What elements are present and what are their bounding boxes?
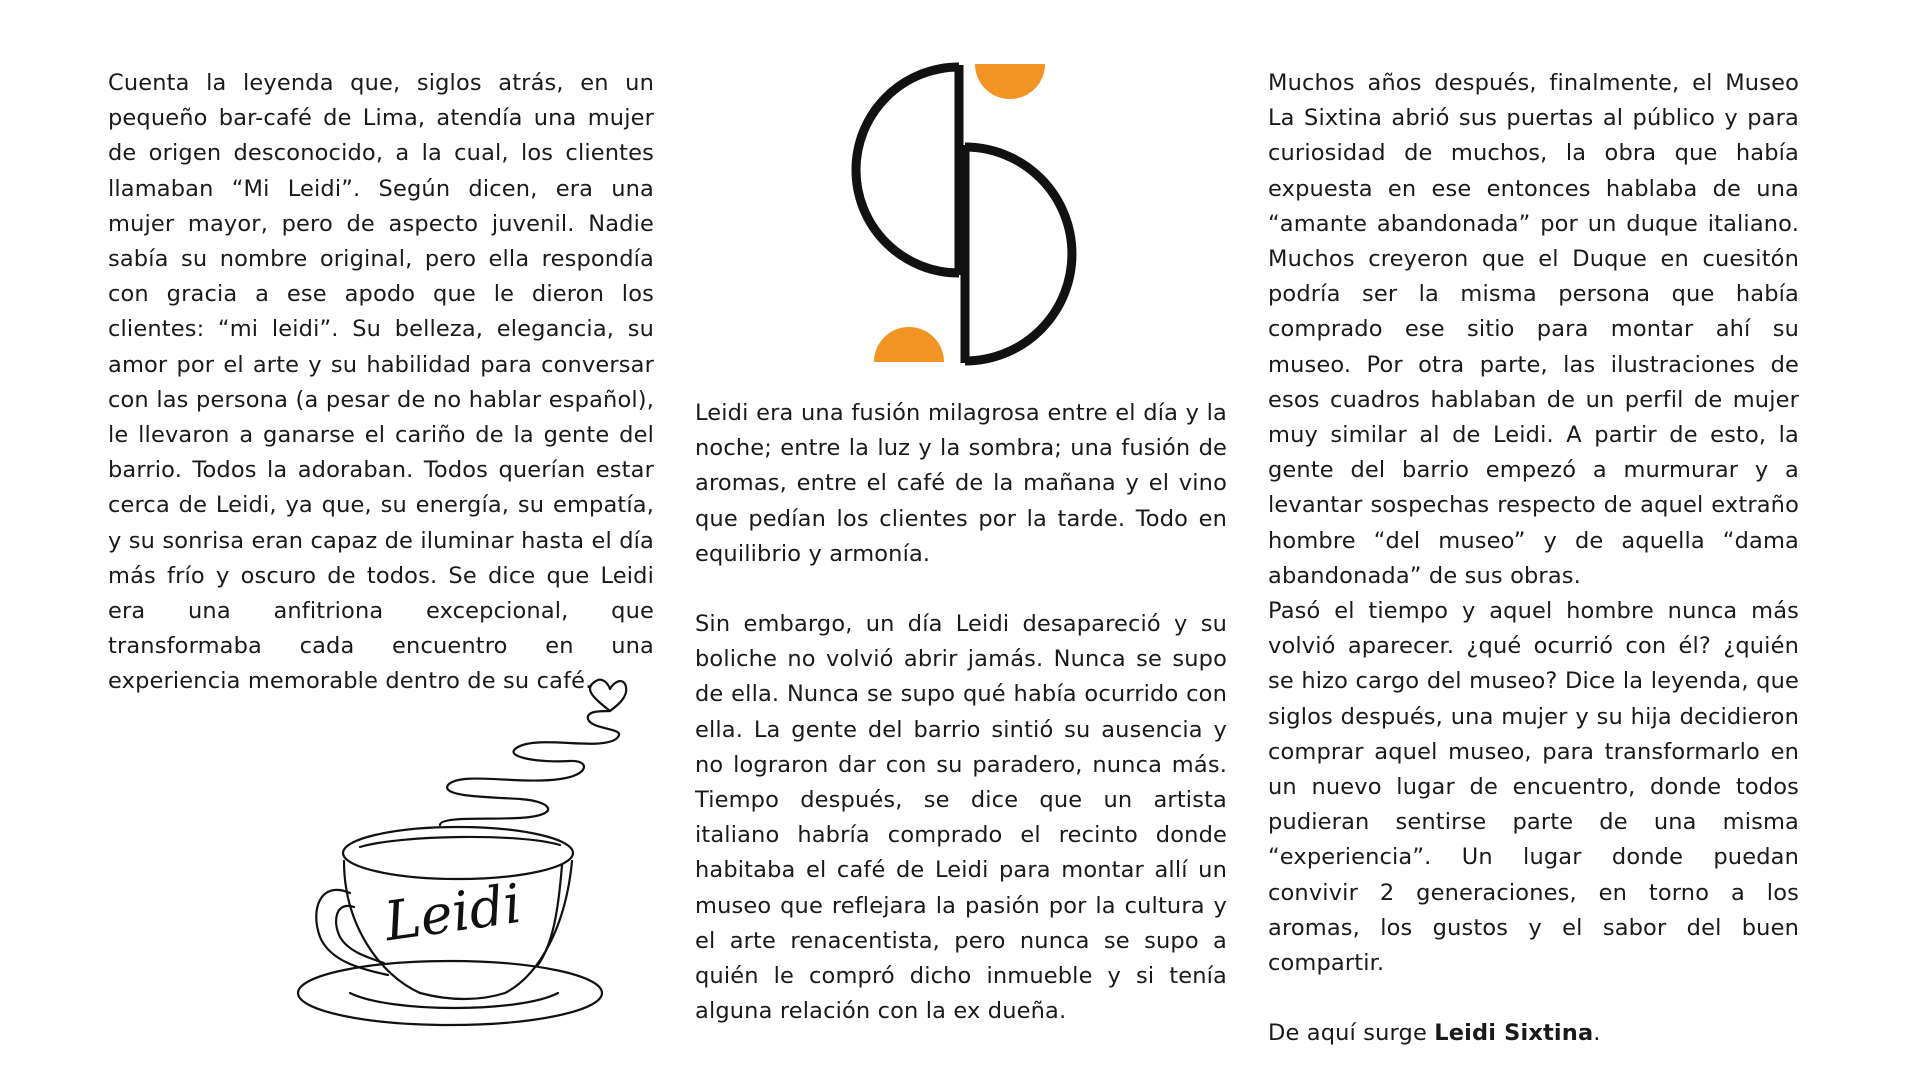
- logo-top-orange-semicircle: [975, 64, 1045, 99]
- cup-rim: [343, 827, 573, 879]
- closing-prefix: De aquí surge: [1268, 1020, 1435, 1047]
- logo-lower-half-circle: [965, 147, 1072, 361]
- cup-handle-inner: [336, 906, 384, 963]
- coffee-cup-heart-steam-icon: [290, 675, 640, 1035]
- steam-line: [440, 711, 619, 825]
- story-paragraph-intro: Cuenta la leyenda que, siglos atrás, en un pequeño bar-café de Lima, atendía una mujer de origen desconocido, a la cual, los clientes llamaban “Mi Leidi”. Según dicen, era una mujer mayor, pero de aspecto juvenil. Nadie sabía su nombre original, pero ella respondía con gracia a ese apodo que le dieron los clientes: “mi leidi”. Su belleza, elegancia, su amor por el arte y su habilidad para conversar con las persona (a pesar de no hablar español), le llevaron a ganarse el cariño de la gente del barrio. Todos la adoraban. Todos querían estar cerca de Leidi, ya que, su energía, su empatía, y su sonrisa eran capaz de iluminar hasta el día más frío y oscuro de todos. Se dice que Leidi era una anfitriona excepcional, que transformaba cada encuentro en una experiencia memorable dentro de su café.: [108, 70, 654, 695]
- logo-upper-half-circle: [856, 67, 959, 273]
- story-paragraph-fusion: Leidi era una fusión milagrosa entre el día y la noche; entre la luz y la sombra; una fusión de aromas, entre el café de la mañana y el vino que pedían los clientes por la tarde. Todo en equilibrio y armonía.: [695, 400, 1227, 567]
- saucer-inner: [350, 993, 558, 1008]
- story-paragraph-disappearance: Sin embargo, un día Leidi desapareció y su boliche no volvió abrir jamás. Nunca se supo de ella. Nunca se supo qué había ocurrido con ella. La gente del barrio sintió su ausencia y no lograron dar con su paradero, nunca más. Tiempo después, se dice que un artista italiano habría comprado el recinto donde habitaba el café de Leidi para montar allí un museo que reflejara la pasión por la cultura y el arte renacentista, pero nunca se supo a quién le compró dicho inmueble y si tenía alguna relación con la ex dueña.: [695, 611, 1227, 1025]
- brand-name: Leidi Sixtina: [1434, 1020, 1594, 1047]
- closing-suffix: .: [1593, 1020, 1601, 1047]
- story-column-middle: [695, 396, 1227, 1029]
- story-closing-line: [1268, 1016, 1799, 1051]
- logo-bottom-orange-semicircle: [874, 327, 944, 362]
- story-paragraph-museum: Muchos años después, finalmente, el Museo La Sixtina abrió sus puertas al público y para curiosidad de muchos, la obra que había expuesta en ese entonces hablaba de una “amante abandonada” por un duque italiano. Muchos creyeron que el Duque en cuesitón podría ser la misma persona que había comprado ese sitio para montar ahí su museo. Por otra parte, las ilustraciones de esos cuadros hablaban de un perfil de mujer muy similar al de Leidi. A partir de esto, la gente del barrio empezó a murmurar y a levantar sospechas respecto de aquel extraño hombre “del museo” y de aquella “dama abandonada” de sus obras.: [1268, 70, 1799, 589]
- story-column-right: [1268, 66, 1799, 1051]
- cup-handle: [316, 890, 388, 975]
- heart-icon: [590, 680, 626, 711]
- cup-rim-inner: [360, 837, 560, 847]
- leidi-sixtina-monogram-icon: [850, 62, 1080, 367]
- story-paragraph-legacy: Pasó el tiempo y aquel hombre nunca más volvió aparecer. ¿qué ocurrió con él? ¿quién se hizo cargo del museo? Dice la leyenda, que siglos después, una mujer y su hija decidieron comprar aquel museo, para transformarlo en un nuevo lugar de encuentro, donde todos pudieran sentirse parte de una misma “experiencia”. Un lugar donde puedan convivir 2 generaciones, en torno a los aromas, los gustos y el sabor del buen compartir.: [1268, 598, 1799, 977]
- cup-body-stroke: [538, 865, 562, 965]
- cup-script-text: Leidi: [380, 871, 526, 954]
- story-column-left: [108, 66, 654, 700]
